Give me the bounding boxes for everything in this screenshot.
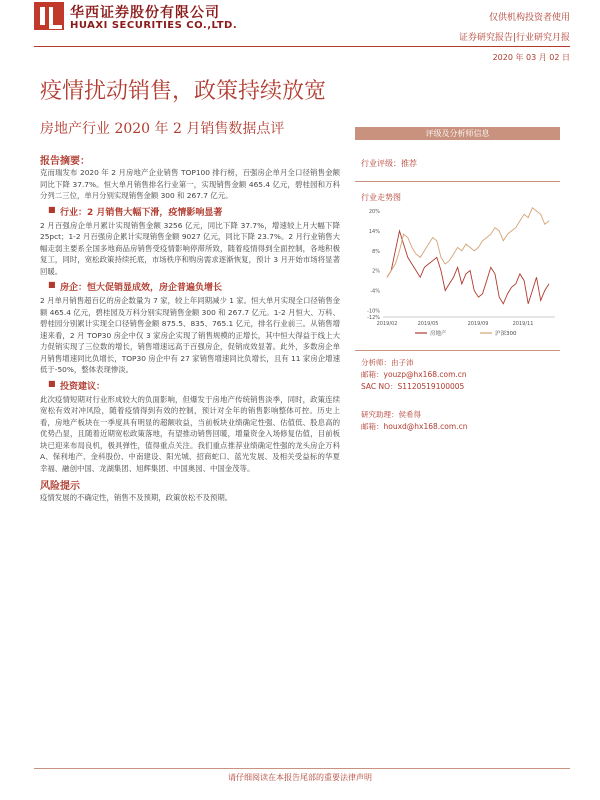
section-industry-title: ■ 行业：2 月销售大幅下滑，疫情影响显著 <box>60 205 340 218</box>
industry-rating: 行业评级：推荐 <box>361 159 417 168</box>
chart-divider <box>355 350 560 351</box>
analyst-sac: SAC NO：S1120519100005 <box>361 382 465 391</box>
legend-label: 沪深300 <box>495 331 517 337</box>
section-industry-text: 2 月百强房企单月累计实现销售金额 3256 亿元，同比下降 37.7%，增速较上月大幅下降 25pct；1-2 月百强房企累计实现销售金额 9027 亿元，同比下降 23.7%。2 月行业销售大幅走弱主要系全国多地商品房销售受疫情影响停滞所致，随着疫情得到全面控制，各地积极复工，同时，宽松政策持续托底，市场秩序和购房需求逐渐恢复，预计 3 月开始市场将显著回暖。 <box>40 220 340 276</box>
section-advice-text: 此次疫情短期对行业形成较大的负面影响，但爆发于房地产传统销售淡季，同时，政策连续宽松有效对冲风险，随着疫情得到有效的控制，预计对全年的销售影响整体可控。历史上看，房地产板块在一季度具有明显的超额收益，当前板块业绩确定性强、估值低、股息高的优势凸显，且随着近期宽松政策落地，有望推动销售回暖，增量资金入场修复估值，目前板块已迎来布局良机，极具弹性，值得重点关注。我们重点推荐业绩确定性强的龙头房企万科 A、保利地产、金科股份、中南建设、阳光城、招商蛇口、蓝光发展、及相关受益标的华夏幸福、融创中国、龙湖集团、旭辉集团、中国奥园、中国金茂等。 <box>40 394 340 473</box>
assistant-name: 研究助理：侯希得 <box>361 410 421 419</box>
company-name-cn: 华西证券股份有限公司 <box>70 5 220 21</box>
x-tick-label: 2019/05 <box>417 321 439 327</box>
company-name-en: HUAXI SECURITIES CO.,LTD. <box>70 20 238 31</box>
y-tick-label: 2% <box>372 268 380 275</box>
section-company-title: ■ 房企：恒大促销显成效，房企普遍负增长 <box>60 280 340 293</box>
usage-note: 仅供机构投资者使用 <box>488 13 570 23</box>
section-advice-title: ■ 投资建议： <box>60 379 340 392</box>
summary-heading: 报告摘要： <box>40 156 90 167</box>
y-tick-label: -10% <box>367 308 380 315</box>
trend-chart-svg <box>355 205 560 340</box>
summary-intro: 克而瑞发布 2020 年 2 月房地产企业销售 TOP100 排行榜，百强房企单月全口径销售金额同比下降 37.7%。恒大单月销售排名行业第一，实现销售金额 465.4 亿元，碧桂园和万科分列二三位，单月分别实现销售金额 300 和 267.7 亿元。 <box>40 168 340 200</box>
risk-title: 风险提示 <box>40 481 80 492</box>
report-subtitle: 房地产行业 2020 年 2 月销售数据点评 <box>40 121 285 137</box>
legal-notice: 请仔细阅读在本报告尾部的重要法律声明 <box>228 773 372 782</box>
analyst-email: 邮箱：youzp@hx168.com.cn <box>361 370 467 379</box>
y-tick-label: -4% <box>370 288 380 295</box>
risk-text: 疫情发展的不确定性，销售不及预期，政策放松不及预期。 <box>40 493 233 502</box>
y-tick-label: -12% <box>367 315 380 321</box>
y-tick-label: 14% <box>368 228 380 235</box>
report-type: 证券研究报告|行业研究月报 <box>458 33 570 43</box>
header-divider <box>34 46 570 47</box>
analyst-panel <box>355 127 560 433</box>
x-tick-label: 2019/02 <box>376 321 398 327</box>
report-date: 2020 年 03 月 02 日 <box>492 53 570 62</box>
footer-divider <box>34 768 570 769</box>
series-line-0 <box>387 231 549 304</box>
report-title: 疫情扰动销售，政策持续放宽 <box>40 79 327 104</box>
assistant-email: 邮箱：houxd@hx168.com.cn <box>361 422 468 431</box>
rating-divider <box>355 181 560 182</box>
trend-chart-title: 行业走势图 <box>361 193 401 202</box>
series-line-1 <box>387 208 549 278</box>
section-company-text: 2 月单月销售超百亿的房企数量为 7 家，较上年同期减少 1 家。恒大单月实现全口径销售金额 465.4 亿元，碧桂园及万科分别实现销售金额 300 和 267.7 亿元。1-2 月恒大、万科、碧桂园分别累计实现全口径销售金额 875.5、835、765.1 亿元，排名行业前三。从销售增速来看，2 月 TOP30 房企中仅 3 家房企实现了销售规模的正增长，其中恒大得益于线上大力促销实现了三位数的增长，销售增速远高于百强房企，促销成效显著。此外，多数房企单月销售增速同比负增长，TOP30 房企中有 27 家销售增速同比负增长，且有 11 家房企增速低于-50%，整体表现惨淡。 <box>40 296 340 374</box>
summary-column <box>40 150 340 506</box>
y-tick-label: 8% <box>372 248 380 255</box>
page-header <box>0 0 600 70</box>
panel-title: 评级及分析师信息 <box>355 127 560 140</box>
x-tick-label: 2019/09 <box>467 321 489 327</box>
y-tick-label: 20% <box>368 209 380 215</box>
trend-chart <box>355 205 560 344</box>
x-tick-label: 2019/11 <box>512 321 534 327</box>
huaxi-logo-icon <box>34 2 64 30</box>
analyst-name: 分析师：由子沛 <box>361 358 414 367</box>
legend-label: 房地产 <box>430 331 447 337</box>
